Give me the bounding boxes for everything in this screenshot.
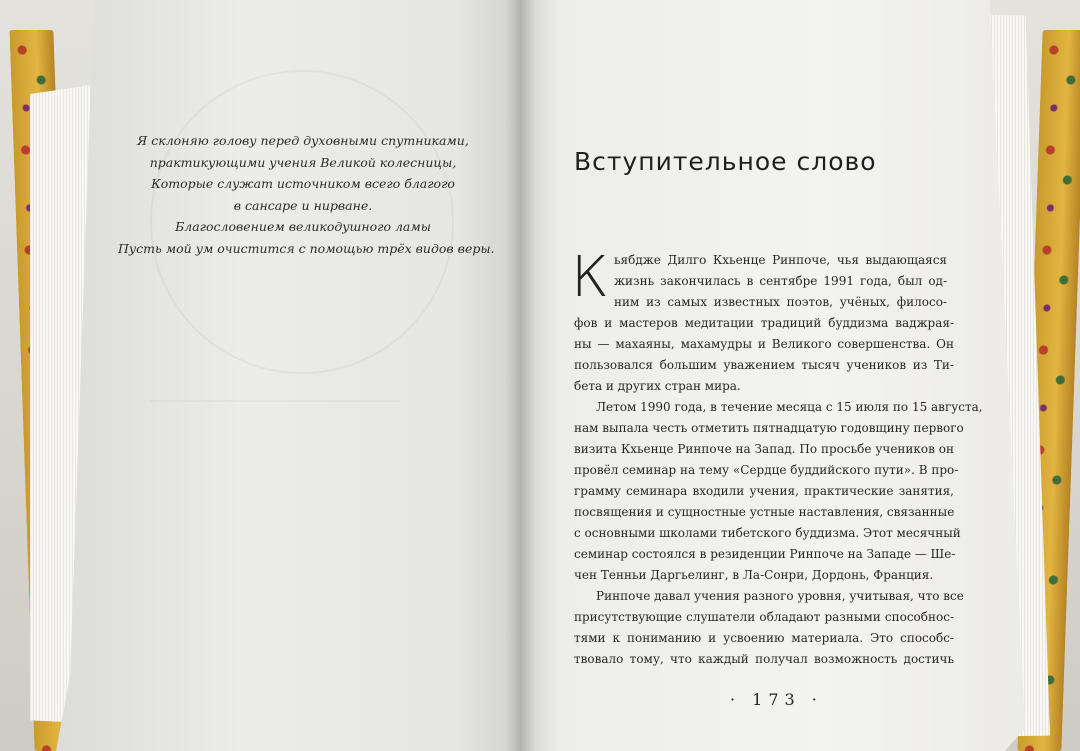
book-gutter <box>505 0 535 751</box>
epigraph <box>118 130 495 260</box>
body-line: грамму семинара входили учения, практические занятия, <box>574 484 954 498</box>
body-line: Ринпоче давал учения разного уровня, учитывая, что все <box>596 589 964 603</box>
body-line: семинар состоялся в резиденции Ринпоче на Западе — Ше- <box>574 547 956 561</box>
body-line: пользовался большим уважением тысяч учеников из Ти- <box>574 358 954 372</box>
body-line: ны — махаяны, махамудры и Великого совершенства. Он <box>574 337 954 351</box>
epigraph-line: Благословением великодушного ламы <box>175 219 431 235</box>
body-line: ним из самых известных поэтов, учёных, филосо- <box>614 295 947 309</box>
body-line: ьябдже Дилго Кхьенце Ринпоче, чья выдающаяся <box>614 253 947 267</box>
body-line: посвящения и сущностные устные наставления, связанные <box>574 505 955 519</box>
body-line: Летом 1990 года, в течение месяца с 15 июля по 15 августа, <box>596 400 983 414</box>
body-line: бета и других стран мира. <box>574 379 741 393</box>
body-line: чен Тенньи Даргьелинг, в Ла-Сонри, Дордонь, Франция. <box>574 568 934 582</box>
epigraph-line: Пусть мой ум очистится с помощью трёх видов веры. <box>118 240 495 256</box>
body-line: провёл семинар на тему «Сердце буддийского пути». В про- <box>574 463 959 477</box>
body-line: фов и мастеров медитации традиций буддизма ваджрая- <box>574 316 954 330</box>
drop-cap: К <box>571 245 609 310</box>
body-line: нам выпала честь отметить пятнадцатую годовщину первого <box>574 421 964 435</box>
body-line: жизнь закончилась в сентябре 1991 года, был од- <box>614 274 947 288</box>
body-line: тями к пониманию и усвоению материала. Это способс- <box>574 631 954 645</box>
body-line: присутствующие слушатели обладают разными способнос- <box>574 610 954 624</box>
epigraph-line: Я склоняю голову перед духовными спутниками, <box>137 133 469 148</box>
page-number: · 173 · <box>730 690 823 709</box>
epigraph-line: в сансаре и нирване. <box>233 197 373 213</box>
chapter-heading: Вступительное слово <box>574 147 877 176</box>
body-line: визита Кхьенце Ринпоче на Запад. По просьбе учеников он <box>574 442 954 456</box>
epigraph-line: Которые служат источником всего благого <box>151 176 455 192</box>
body-line: твовало тому, что каждый получал возможность достичь <box>574 652 954 666</box>
epigraph-line: практикующими учения Великой колесницы, <box>149 154 457 170</box>
show-through-illustration-lower <box>150 400 400 602</box>
body-line: с основными школами тибетского буддизма. Этот месячный <box>574 526 961 540</box>
